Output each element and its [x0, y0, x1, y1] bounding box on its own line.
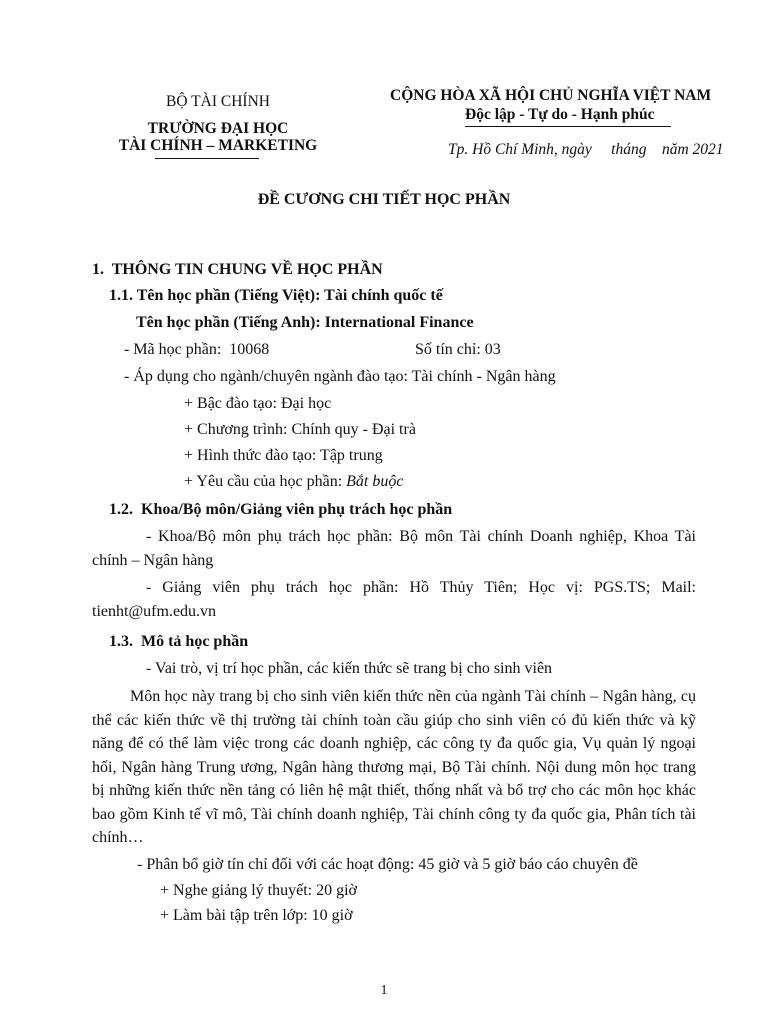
section-1-3-heading: 1.3. Mô tả học phần	[109, 633, 249, 650]
document-title: ĐỀ CƯƠNG CHI TIẾT HỌC PHẦN	[257, 191, 511, 208]
training-program: + Chương trình: Chính quy - Đại trà	[184, 421, 416, 438]
training-level: + Bậc đào tạo: Đại học	[184, 395, 332, 412]
course-name-vietnamese: 1.1. Tên học phần (Tiếng Việt): Tài chính quốc tế	[109, 287, 443, 304]
exercise-hours: + Làm bài tập trên lớp: 10 giờ	[160, 907, 353, 924]
school-name-line1: TRƯỜNG ĐẠI HỌC	[147, 120, 289, 137]
section-1-heading: 1. THÔNG TIN CHUNG VỀ HỌC PHẦN	[92, 261, 383, 278]
requirement-label: + Yêu cầu của học phần:	[184, 473, 347, 490]
page-number: 1	[380, 983, 388, 998]
course-code: - Mã học phần: 10068	[124, 341, 270, 358]
requirement-value: Bắt buộc	[346, 473, 404, 490]
lecturer-in-charge: - Giảng viên phụ trách học phần: Hồ Thủy Tiên; Học vị: PGS.TS; Mail: tienht@ufm.edu.vn	[92, 579, 696, 620]
school-name-line2: TÀI CHÍNH – MARKETING	[118, 137, 318, 154]
theory-hours: + Nghe giảng lý thuyết: 20 giờ	[160, 882, 358, 899]
section-1-2-heading: 1.2. Khoa/Bộ môn/Giảng viên phụ trách học phần	[109, 501, 453, 518]
motto-underline	[465, 126, 671, 127]
course-requirement	[184, 473, 403, 491]
faculty-in-charge: - Khoa/Bộ môn phụ trách học phần: Bộ môn Tài chính Doanh nghiệp, Khoa Tài chính – Ngân hàng	[92, 528, 696, 569]
course-name-english: Tên học phần (Tiếng Anh): International Finance	[136, 314, 474, 331]
credit-hour-allocation: - Phân bổ giờ tín chỉ đối với các hoạt động: 45 giờ và 5 giờ báo cáo chuyên đề	[137, 856, 638, 873]
applies-to-major: - Áp dụng cho ngành/chuyên ngành đào tạo: Tài chính - Ngân hàng	[124, 368, 556, 385]
place-date: Tp. Hồ Chí Minh, ngày tháng năm 2021	[448, 141, 724, 158]
training-mode: + Hình thức đào tạo: Tập trung	[184, 447, 383, 464]
school-underline	[155, 158, 259, 159]
republic-name: CỘNG HÒA XÃ HỘI CHỦ NGHĨA VIỆT NAM	[390, 87, 712, 104]
course-role-line: - Vai trò, vị trí học phần, các kiến thức sẽ trang bị cho sinh viên	[146, 660, 553, 677]
national-motto: Độc lập - Tự do - Hạnh phúc	[465, 106, 655, 123]
course-description: Môn học này trang bị cho sinh viên kiến thức nền của ngành Tài chính – Ngân hàng, cụ thể các kiến thức về thị trường tài chính toàn cầu giúp cho sinh viên có đủ kiến thức và kỹ năng để có thể làm việc trong các doanh nghiệp, các công ty đa quốc gia, Vụ quản lý ngoại hối, Ngân hàng Trung ương, Ngân hàng thương mại, Bộ Tài chính. Nội dung môn học trang bị những kiến thức nền tảng có liên hệ mật thiết, thống nhất và bổ trợ cho các môn học khác bao gồm Kinh tế vĩ mô, Tài chính doanh nghiệp, Tài chính công ty đa quốc gia, Phân tích tài chính…	[92, 688, 696, 846]
ministry-name: BỘ TÀI CHÍNH	[166, 93, 270, 110]
course-credits: Số tín chỉ: 03	[415, 341, 501, 358]
